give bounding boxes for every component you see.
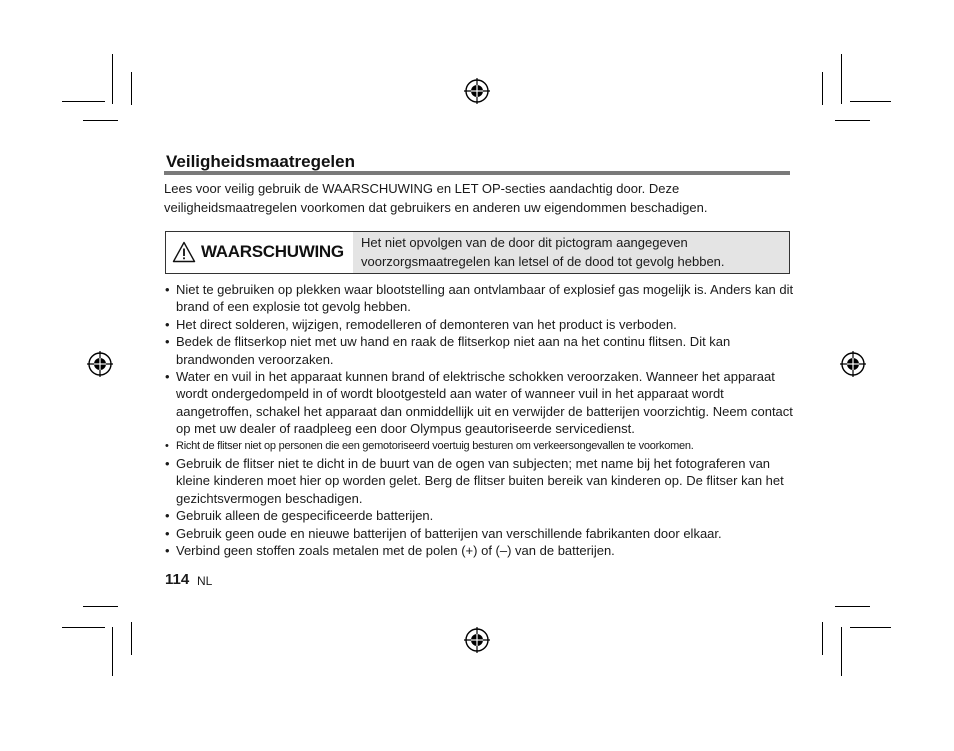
bullet-icon: • — [165, 334, 170, 350]
bullet-icon: • — [165, 439, 169, 452]
list-item: • Verbind geen stoffen zoals metalen met de polen (+) of (–) van de batterijen. — [165, 543, 615, 559]
bullet-icon: • — [165, 316, 170, 332]
list-item: • Gebruik alleen de gespecificeerde batterijen. — [165, 508, 434, 524]
safety-list — [164, 281, 794, 560]
warning-label: WAARSCHUWING — [201, 242, 344, 261]
intro-paragraph: Lees voor veilig gebruik de WAARSCHUWING en LET OP-secties aandachtig door. Deze veiligheidsmaatregelen voorkomen dat gebruikers en anderen uw eigendommen beschadigen. — [164, 181, 708, 215]
warning-header — [166, 232, 353, 273]
warning-box — [165, 231, 790, 274]
list-item: • Gebruik de flitser niet te dicht in de buurt van de ogen van subjecten; met name bij het fotograferen van kleine kinderen moet hier op worden gelet. Berg de flitser buiten bereik van kinderen op. De flitser kan het gezichtsvermogen beschadigen. — [165, 456, 784, 506]
warning-triangle-icon — [172, 241, 196, 263]
bullet-icon: • — [165, 508, 170, 524]
language-code: NL — [197, 574, 213, 588]
bullet-icon: • — [165, 525, 170, 541]
bullet-icon: • — [165, 369, 170, 385]
registration-mark-icon — [464, 627, 490, 653]
bullet-icon: • — [165, 282, 170, 297]
list-item: • Richt de flitser niet op personen die een gemotoriseerd voertuig besturen om verkeersongevallen te voorkomen. — [164, 438, 794, 455]
warning-description: Het niet opvolgen van de door dit pictogram aangegeven voorzorgsmaatregelen kan letsel of de dood tot gevolg hebben. — [353, 232, 789, 273]
registration-mark-icon — [464, 78, 490, 104]
list-item: • Niet te gebruiken op plekken waar blootstelling aan ontvlambaar of explosief gas mogelijk is. Anders kan dit brand of een explosie tot gevolg hebben. — [165, 282, 794, 315]
registration-mark-icon — [840, 351, 866, 377]
bullet-icon: • — [165, 543, 170, 559]
registration-mark-icon — [87, 351, 113, 377]
title-underline — [164, 171, 790, 175]
page-number: 114 — [165, 571, 190, 588]
list-item: • Water en vuil in het apparaat kunnen brand of elektrische schokken veroorzaken. Wanneer het apparaat wordt ondergedompeld in of wordt blootgesteld aan water of wanneer vuil in het apparaat wordt aangetroffen, schakel het apparaat dan onmiddellijk uit en verwijder de batterijen voorzichtig. Neem contact op met uw dealer of raadpleeg een door Olympus geautoriseerde servicedienst. — [165, 369, 793, 437]
section-title: Veiligheidsmaatregelen — [166, 152, 355, 171]
list-item: • Bedek de flitserkop niet met uw hand en raak de flitserkop niet aan na het continu flitsen. Dit kan brandwonden veroorzaken. — [165, 334, 731, 367]
list-item: • Het direct solderen, wijzigen, remodelleren of demonteren van het product is verboden. — [165, 316, 677, 332]
list-item: • Gebruik geen oude en nieuwe batterijen of batterijen van verschillende fabrikanten door elkaar. — [165, 525, 722, 541]
bullet-icon: • — [165, 456, 170, 472]
